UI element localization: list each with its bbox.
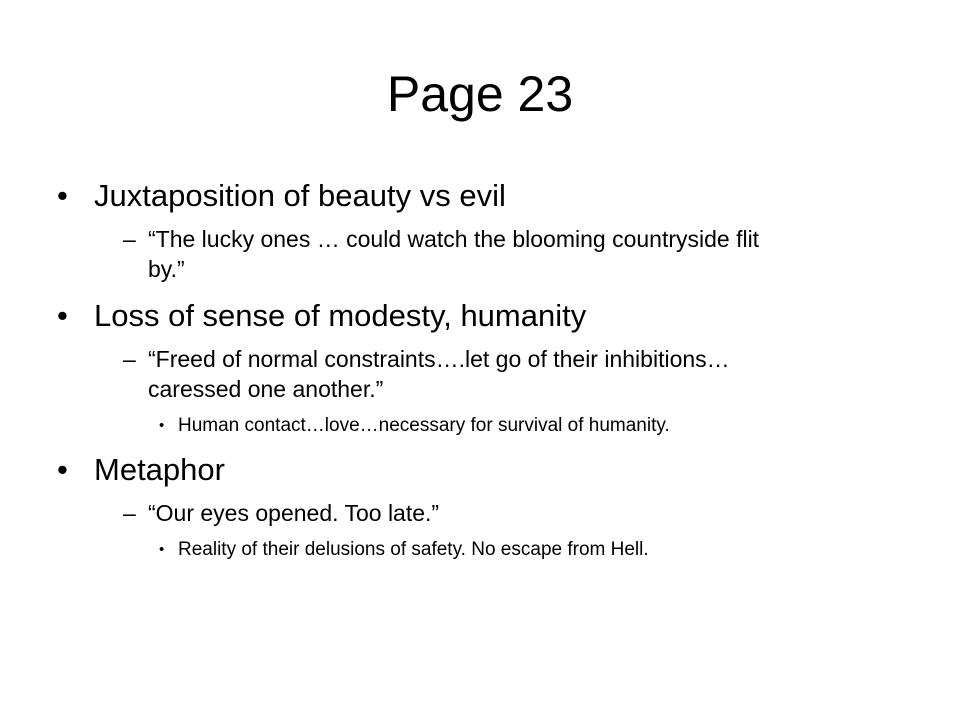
- sub-sub-bullet-item: [158, 414, 960, 438]
- sub-sub-bullet-text: Human contact…love…necessary for survival of humanity.: [178, 415, 670, 436]
- sub-sub-bullet-item: [158, 538, 960, 562]
- dash-marker: –: [123, 346, 136, 372]
- slide-body: [0, 168, 960, 562]
- bullet-item: [58, 178, 960, 214]
- bullet-marker: •: [159, 417, 165, 434]
- dash-marker: –: [123, 226, 136, 252]
- dash-marker: –: [123, 500, 136, 526]
- bullet-item: [58, 298, 960, 334]
- bullet-text: Juxtaposition of beauty vs evil: [94, 178, 506, 213]
- slide-title: Page 23: [386, 66, 574, 122]
- bullet-marker: •: [57, 298, 68, 333]
- sub-sub-bullet-text: Reality of their delusions of safety. No escape from Hell.: [178, 539, 649, 560]
- sub-bullet-item: [123, 498, 788, 528]
- bullet-marker: •: [159, 541, 165, 558]
- bullet-marker: •: [57, 452, 68, 487]
- sub-bullet-text: “Freed of normal constraints….let go of their inhibitions…caressed one another.”: [148, 346, 730, 402]
- bullet-marker: •: [57, 178, 68, 213]
- sub-bullet-item: [123, 224, 788, 284]
- bullet-item: [58, 452, 960, 488]
- sub-bullet-text: “Our eyes opened. Too late.”: [148, 500, 440, 526]
- bullet-text: Metaphor: [94, 452, 225, 487]
- bullet-text: Loss of sense of modesty, humanity: [94, 298, 587, 333]
- sub-bullet-item: [123, 344, 788, 404]
- sub-bullet-text: “The lucky ones … could watch the blooming countryside flit by.”: [148, 226, 760, 282]
